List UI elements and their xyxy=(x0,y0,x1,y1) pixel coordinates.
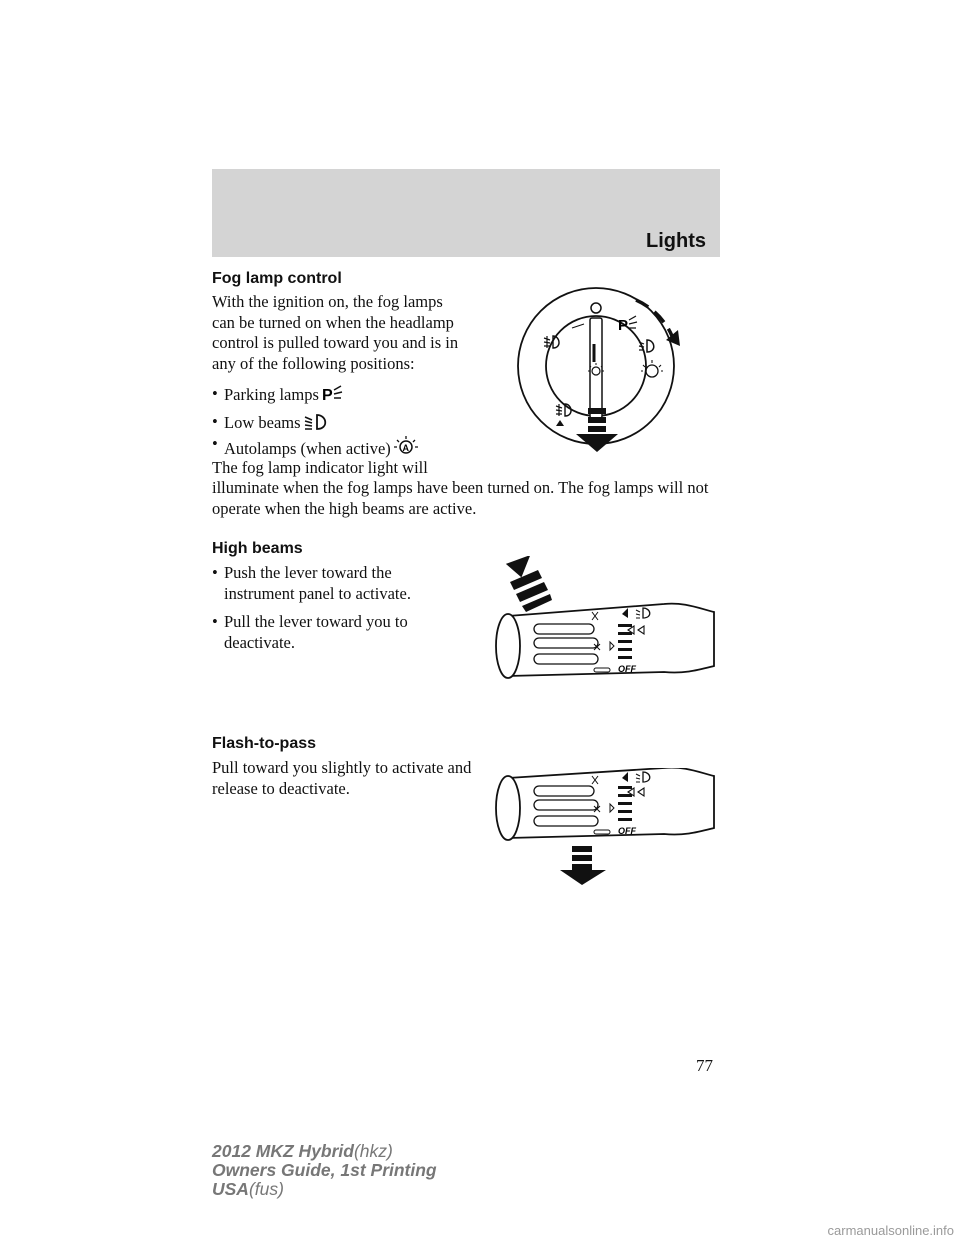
high-beams-heading: High beams xyxy=(212,540,303,557)
fog-lamp-closing-line1: The fog lamp indicator light will xyxy=(212,458,428,477)
fog-lamp-heading: Fog lamp control xyxy=(212,270,342,287)
flash-to-pass-text: Pull toward you slightly to activate and release to deactivate. xyxy=(212,758,472,798)
low-beams-icon xyxy=(303,412,331,432)
flash-to-pass-heading: Flash-to-pass xyxy=(212,735,317,752)
page-number: 77 xyxy=(696,1056,713,1075)
fog-lamp-intro: With the ignition on, the fog lamps can be turned on when the headlamp control is pulled toward you and is in any of the following positions: xyxy=(212,292,459,373)
section-title: Lights xyxy=(646,230,706,252)
svg-text:OFF: OFF xyxy=(618,664,636,674)
flash-to-pass-lever-figure xyxy=(488,768,716,886)
parking-lamps-icon xyxy=(321,384,343,404)
autolamps-icon xyxy=(393,434,419,458)
fog-lamp-closing: illuminate when the fog lamps have been turned on. The fog lamps will not operate when the high beams are active. xyxy=(212,478,709,518)
svg-text:OFF: OFF xyxy=(618,826,636,836)
document-footer: 2012 MKZ Hybrid(hkz) Owners Guide, 1st Printing USA(fus) xyxy=(212,1141,437,1199)
svg-text:A: A xyxy=(402,443,409,453)
watermark: carmanualsonline.info xyxy=(827,1223,954,1238)
high-beams-lever-figure xyxy=(488,556,716,702)
svg-text:P: P xyxy=(618,317,629,334)
svg-text:P: P xyxy=(321,387,333,404)
section-header-band xyxy=(212,169,720,257)
headlamp-control-figure xyxy=(510,286,700,454)
